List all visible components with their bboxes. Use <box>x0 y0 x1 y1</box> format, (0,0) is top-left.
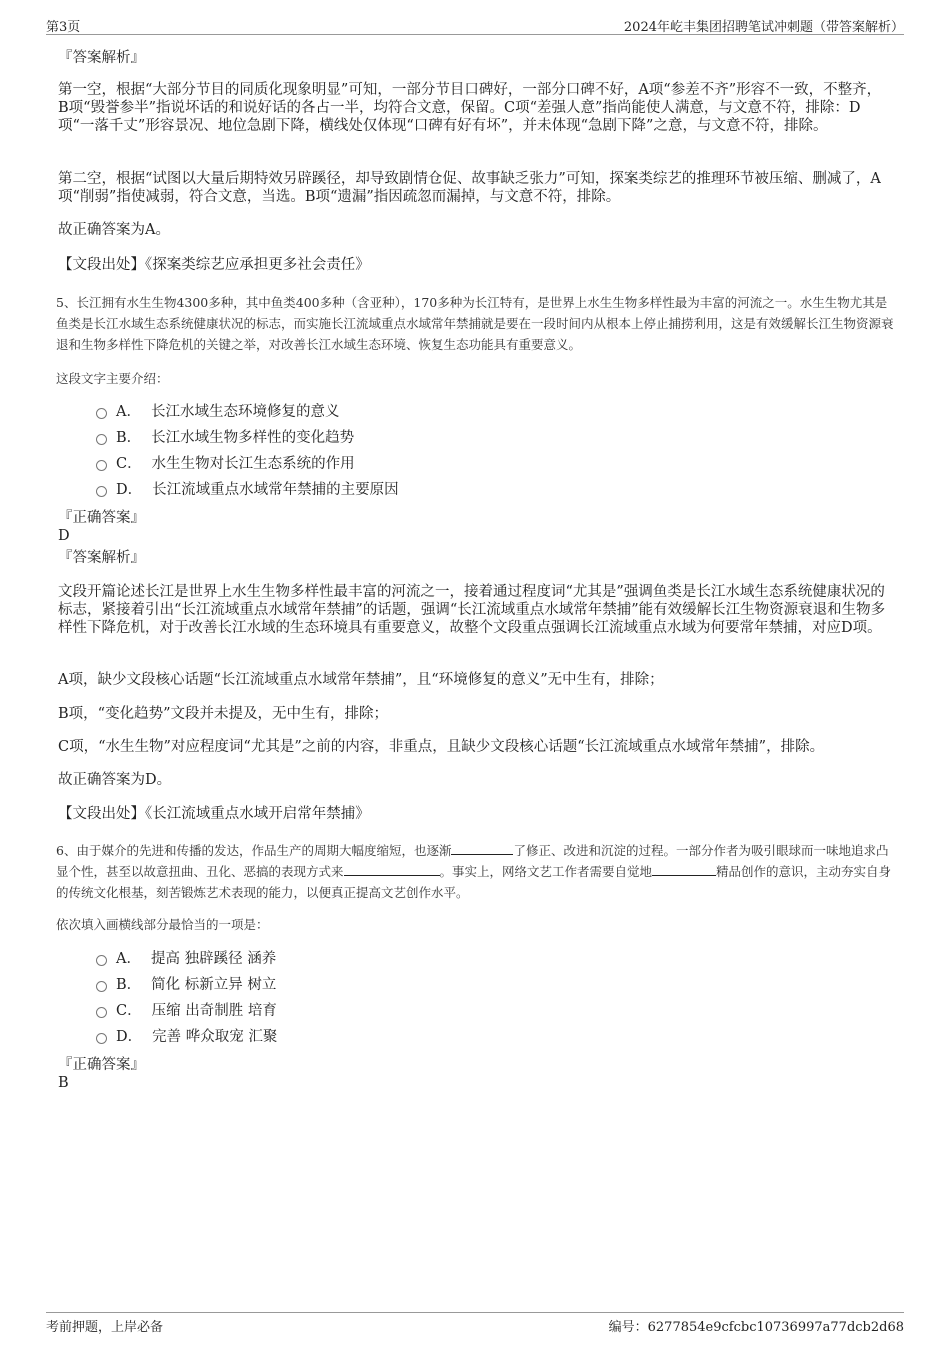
q4-conclusion: 故正确答案为A。 <box>58 222 170 238</box>
q5-option-a[interactable] <box>96 403 339 421</box>
option-text: 简化 标新立异 树立 <box>151 977 277 993</box>
option-letter: D． <box>116 1029 143 1045</box>
radio-icon[interactable] <box>96 408 107 419</box>
q4-analysis-para2: 第二空，根据“试图以大量后期特效另辟蹊径，却导致剧情仓促、故事缺乏张力”可知，探案类综艺的推理环节被压缩、删减了，A项“削弱”指使减弱，符合文意，当选。B项“遗漏”指因疏忽而漏掉，与文意不符，排除。 <box>58 171 881 205</box>
q5-option-c[interactable] <box>96 455 355 473</box>
page-number: 第3页 <box>46 20 81 35</box>
radio-icon[interactable] <box>96 1007 107 1018</box>
document-title: 2024年屹丰集团招聘笔试冲刺题（带答案解析） <box>623 20 904 35</box>
q6-stem-part3: 。事实上，网络文艺工作者需要自觉地 <box>439 864 653 879</box>
option-text: 提高 独辟蹊径 涵养 <box>150 951 277 967</box>
radio-icon[interactable] <box>96 981 107 992</box>
option-letter: B． <box>116 977 142 993</box>
q6-option-a[interactable] <box>96 950 276 968</box>
q6-stem-part1: 6、由于媒介的先进和传播的发达，作品生产的周期大幅度缩短，也逐渐 <box>56 843 452 858</box>
option-text: 水生生物对长江生态系统的作用 <box>151 456 355 472</box>
option-text: 完善 哗众取宠 汇聚 <box>152 1029 278 1045</box>
q5-conclusion: 故正确答案为D。 <box>58 772 172 788</box>
blank-2 <box>344 862 440 876</box>
option-text: 压缩 出奇制胜 培育 <box>151 1003 277 1019</box>
option-letter: C． <box>116 456 142 472</box>
q4-source: 【文段出处】《探案类综艺应承担更多社会责任》 <box>58 257 370 273</box>
q5-analysis-para1: 文段开篇论述长江是世界上水生生物多样性最丰富的河流之一，接着通过程度词“尤其是”强调鱼类是长江水域生态系统健康状况的标志，紧接着引出“长江流域重点水域常年禁捕”的话题，强调“长江流域重点水域常年禁捕”能有效缓解长江生物资源衰退和生物多样性下降危机，对于改善长江水域的生态环境具有重要意义，故整个文段重点强调长江流域重点水域为何要常年禁捕，对应D项。 <box>58 584 886 636</box>
option-text: 长江水域生态环境修复的意义 <box>150 404 340 420</box>
q5-analysis-para-b: B项，“变化趋势”文段并未提及，无中生有，排除； <box>58 706 388 722</box>
q6-answer: B <box>58 1075 69 1091</box>
radio-icon[interactable] <box>96 486 107 497</box>
document-id: 编号：6277854e9cfcbc10736997a77dcb2d68 <box>608 1320 904 1335</box>
q4-analysis-para1: 第一空，根据“大部分节目的同质化现象明显”可知，一部分节目口碑好，一部分口碑不好，A项“参差不齐”形容不一致，不整齐，B项“毁誉参半”指说坏话的和说好话的各占一半，均符合文意，保留。C项“差强人意”指尚能使人满意，与文意不符，排除：D项“一落千丈”形容景况、地位急剧下降，横线处仅体现“口碑有好有坏”，并未体现“急剧下降”之意，与文意不符，排除。 <box>58 82 882 134</box>
blank-1 <box>451 841 513 855</box>
option-letter: A． <box>116 404 141 420</box>
radio-icon[interactable] <box>96 460 107 471</box>
q6-option-d[interactable] <box>96 1028 277 1046</box>
q6-intro: 依次填入画横线部分最恰当的一项是： <box>56 917 269 932</box>
q5-analysis-label: 『答案解析』 <box>58 550 145 566</box>
option-text: 长江水域生物多样性的变化趋势 <box>151 430 355 446</box>
radio-icon[interactable] <box>96 955 107 966</box>
q5-answer: D <box>58 528 70 544</box>
q4-analysis-label: 『答案解析』 <box>58 50 145 66</box>
option-letter: C． <box>116 1003 142 1019</box>
q5-option-d[interactable] <box>96 481 399 499</box>
q5-answer-label: 『正确答案』 <box>58 510 145 526</box>
blank-3 <box>652 862 716 876</box>
q6-option-b[interactable] <box>96 976 276 994</box>
q5-analysis-para-a: A项，缺少文段核心话题“长江流域重点水域常年禁捕”，且“环境修复的意义”无中生有，排除； <box>58 672 664 688</box>
q6-option-c[interactable] <box>96 1002 277 1020</box>
q6-stem-part2: 了修正、改进和沉淀的过程。一部分作者为吸引眼球而一味地追求凸显个性，甚至以故意扭曲、丑化、恶搞的表现方式来 <box>56 843 889 879</box>
footer-slogan: 考前押题，上岸必备 <box>46 1320 164 1335</box>
option-letter: D． <box>116 482 143 498</box>
option-letter: A． <box>116 951 141 967</box>
radio-icon[interactable] <box>96 1033 107 1044</box>
q6-stem <box>56 840 896 903</box>
q5-source: 【文段出处】《长江流域重点水域开启常年禁捕》 <box>58 806 370 822</box>
q5-intro: 这段文字主要介绍： <box>56 371 169 386</box>
option-letter: B． <box>116 430 142 446</box>
page-footer <box>46 1312 904 1335</box>
q6-answer-label: 『正确答案』 <box>58 1057 145 1073</box>
q5-analysis-para-c: C项，“水生生物”对应程度词“尤其是”之前的内容，非重点，且缺少文段核心话题“长江流域重点水域常年禁捕”，排除。 <box>58 739 825 755</box>
option-text: 长江流域重点水域常年禁捕的主要原因 <box>152 482 399 498</box>
q5-stem: 5、长江拥有水生生物4300多种，其中鱼类400多种（含亚种），170多种为长江特有，是世界上水生生物多样性最为丰富的河流之一。水生生物尤其是鱼类是长江水域生态系统健康状况的标志，而实施长江流域重点水域常年禁捕就是要在一段时间内从根本上停止捕捞利用，这是有效缓解长江生物资源衰退和生物多样性下降危机的关键之举，对改善长江水域生态环境、恢复生态功能具有重要意义。 <box>56 295 894 352</box>
q5-option-b[interactable] <box>96 429 354 447</box>
radio-icon[interactable] <box>96 434 107 445</box>
page-header <box>46 14 904 35</box>
q6-stem-part4: 精品创作的意识，主动夯实自身的传统文化根基，刻苦锻炼艺术表现的能力，以便真正提高文艺创作水平。 <box>56 864 892 900</box>
